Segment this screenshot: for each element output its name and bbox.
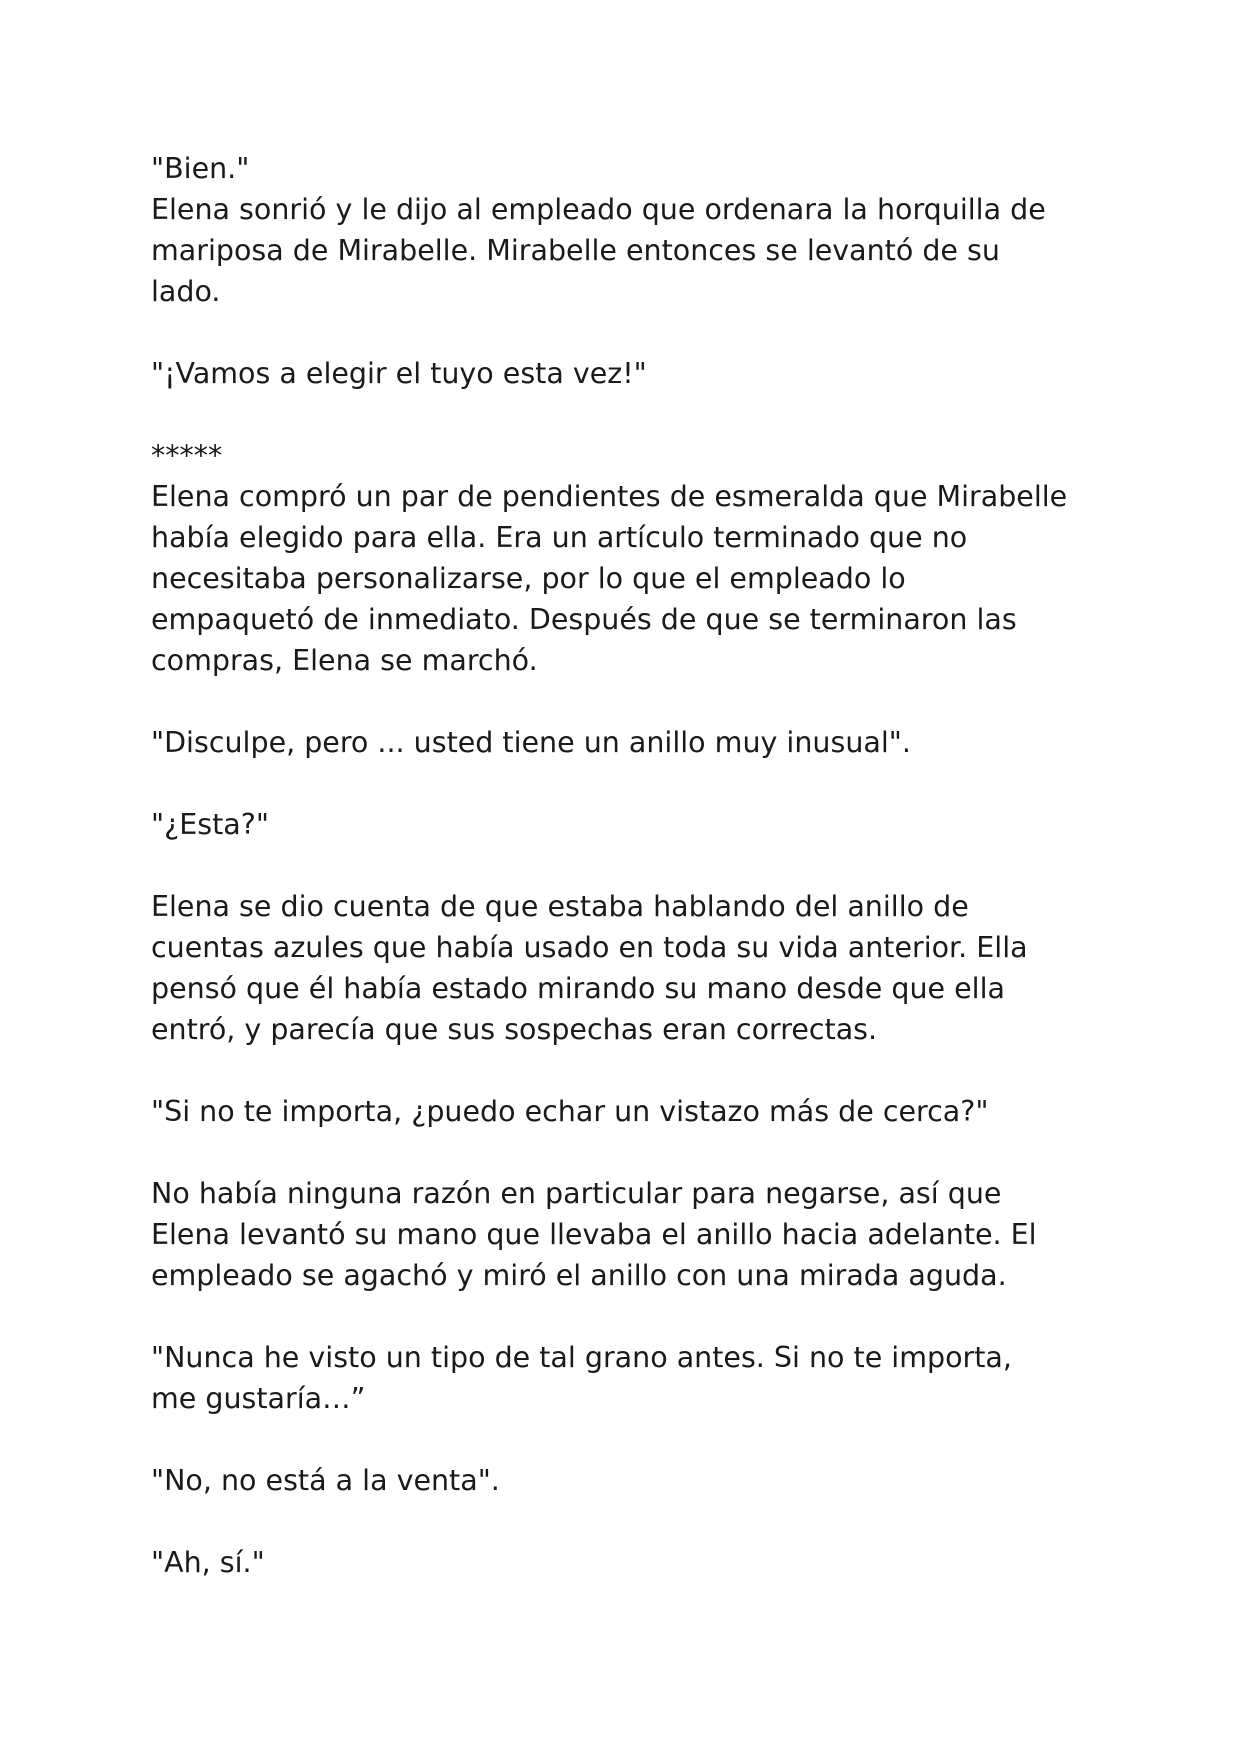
paragraph: "¡Vamos a elegir el tuyo esta vez!" bbox=[151, 357, 647, 390]
scene-break: ***** bbox=[151, 439, 223, 472]
paragraph: "Disculpe, pero ... usted tiene un anillo muy inusual". bbox=[151, 726, 911, 759]
paragraph: "Nunca he visto un tipo de tal grano antes. Si no te importa, me gustaría…” bbox=[151, 1341, 1012, 1415]
paragraph: "No, no está a la venta". bbox=[151, 1464, 500, 1497]
document-body bbox=[151, 148, 1111, 1624]
paragraph: Elena se dio cuenta de que estaba hablando del anillo de cuentas azules que había usado en toda su vida anterior. Ella pensó que él había estado mirando su mano desde que ella entró, y parecía que sus sospechas eran correctas. bbox=[151, 890, 1028, 1046]
paragraph: "Si no te importa, ¿puedo echar un vistazo más de cerca?" bbox=[151, 1095, 989, 1128]
paragraph: Elena sonrió y le dijo al empleado que ordenara la horquilla de mariposa de Mirabelle. Mirabelle entonces se levantó de su lado. bbox=[151, 193, 1046, 308]
paragraph: No había ninguna razón en particular para negarse, así que Elena levantó su mano que llevaba el anillo hacia adelante. El empleado se agachó y miró el anillo con una mirada aguda. bbox=[151, 1177, 1037, 1292]
paragraph: "¿Esta?" bbox=[151, 808, 269, 841]
paragraph: "Ah, sí." bbox=[151, 1546, 265, 1579]
paragraph: Elena compró un par de pendientes de esmeralda que Mirabelle había elegido para ella. Era un artículo terminado que no necesitaba personalizarse, por lo que el empleado lo empaquetó de inmediato. Después de que se terminaron las compras, Elena se marchó. bbox=[151, 480, 1068, 677]
paragraph: "Bien." bbox=[151, 152, 250, 185]
